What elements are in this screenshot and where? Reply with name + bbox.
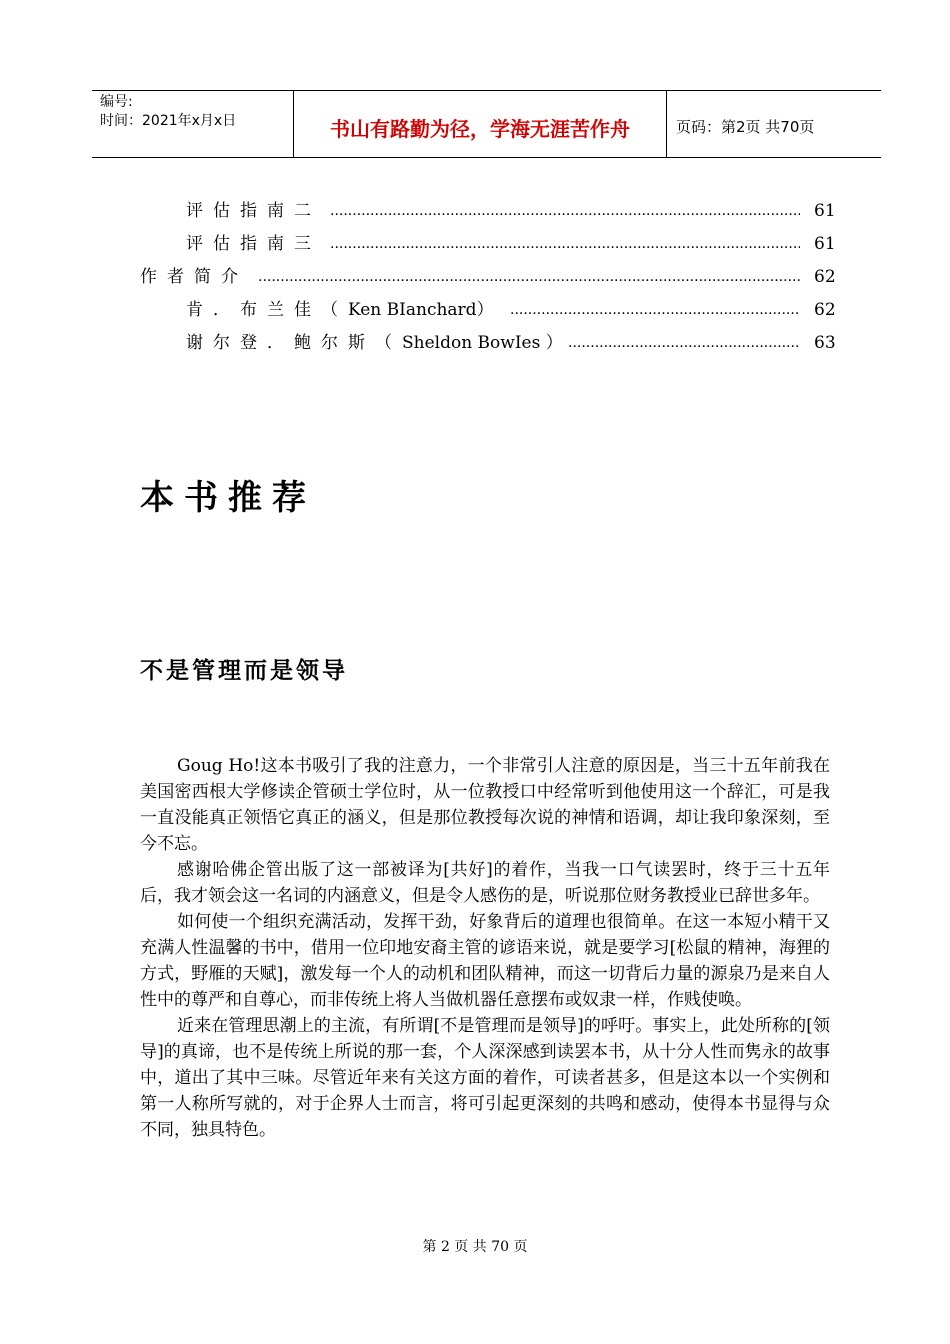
header-number-label: 编号: xyxy=(100,94,133,110)
toc-leader-dots xyxy=(330,232,800,256)
header-page-info: 页码：第2页 共70页 xyxy=(676,118,815,136)
header-meta xyxy=(100,93,236,131)
page-footer: 第 2 页 共 70 页 xyxy=(422,1239,528,1255)
paragraph: 感谢哈佛企管出版了这一部被译为[共好]的着作，当我一口气读罢时，终于三十五年后，我才领会这一名词的内涵意义，但是令人感伤的是，听说那位财务教授业已辞世多年。 xyxy=(140,860,830,906)
toc-entry[interactable] xyxy=(0,199,950,223)
toc-entry-label: 评估指南三 xyxy=(186,234,321,254)
toc-entry[interactable] xyxy=(0,331,950,355)
toc-entry-label-en: Ken BIanchard） xyxy=(348,300,494,320)
toc-entry[interactable] xyxy=(0,298,950,322)
header-slogan: 书山有路勤为径，学海无涯苦作舟 xyxy=(330,117,630,141)
toc-entry-label-cn: 谢尔登．鲍尔斯（ xyxy=(186,333,402,353)
toc-entry-label xyxy=(186,331,563,355)
toc-entry[interactable] xyxy=(0,232,950,256)
toc-entry-page: 63 xyxy=(814,333,836,353)
toc-leader-dots xyxy=(568,331,800,355)
section-title: 本书推荐 xyxy=(140,478,316,518)
header-top-rule xyxy=(92,90,881,91)
header-divider xyxy=(666,90,667,158)
paragraph: 近来在管理思潮上的主流，有所谓[不是管理而是领导]的呼吁。事实上，此处所称的[领导]的真谛，也不是传统上所说的那一套，个人深深感到读罢本书，从十分人性而隽永的故事中，道出了其中三味。尽管近年来有关这方面的着作，可读者甚多，但是这本以一个实例和第一人称所写就的，对于企界人士而言，将可引起更深刻的共鸣和感动，使得本书显得与众不同，独具特色。 xyxy=(140,1016,830,1140)
paragraph: Goug Ho!这本书吸引了我的注意力，一个非常引人注意的原因是，当三十五年前我在美国密西根大学修读企管硕士学位时，从一位教授口中经常听到他使用这一个辞汇，可是我一直没能真正领悟它真正的涵义，但是那位教授每次说的神情和语调，却让我印象深刻，至今不忘。 xyxy=(140,756,830,854)
toc-entry-label: 作者简介 xyxy=(140,267,248,287)
toc-entry-label-en: Sheldon BowIes ） xyxy=(402,333,563,353)
article-body xyxy=(140,753,830,1143)
toc-entry-page: 62 xyxy=(814,267,836,287)
toc-entry-page: 61 xyxy=(814,234,836,254)
toc-entry-label: 评估指南二 xyxy=(186,201,321,221)
toc-leader-dots xyxy=(330,199,800,223)
toc-leader-dots xyxy=(510,298,800,322)
header-time-label: 时间：2021年x月x日 xyxy=(100,113,237,129)
toc-entry-label xyxy=(186,298,494,322)
toc-entry[interactable] xyxy=(0,265,950,289)
article-title: 不是管理而是领导 xyxy=(140,658,348,684)
toc-entry-page: 61 xyxy=(814,201,836,221)
header-bottom-rule xyxy=(92,157,881,158)
toc-entry-page: 62 xyxy=(814,300,836,320)
toc-leader-dots xyxy=(258,265,800,289)
toc-entry-label-cn: 肯．布兰佳（ xyxy=(186,300,348,320)
paragraph: 如何使一个组织充满活动，发挥干劲，好象背后的道理也很简单。在这一本短小精干又充满人性温馨的书中，借用一位印地安裔主管的谚语来说，就是要学习[松鼠的精神，海狸的方式，野雁的天赋]，激发每一个人的动机和团队精神，而这一切背后力量的源泉乃是来自人性中的尊严和自尊心，而非传统上将人当做机器任意摆布或奴隶一样，作贱使唤。 xyxy=(140,912,830,1010)
